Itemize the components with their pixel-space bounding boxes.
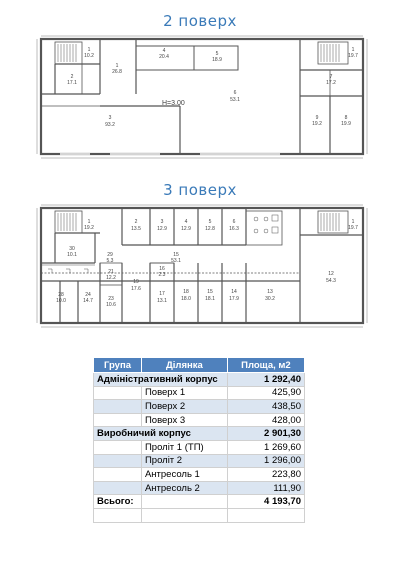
- cell-area: 438,50: [227, 400, 304, 414]
- f2-room-g-area: 93.2: [105, 122, 115, 128]
- table-row-total: [94, 495, 305, 509]
- f3-room-19-area: 17.6: [131, 286, 141, 292]
- f2-room-g-num: 3: [108, 115, 112, 121]
- cell-area: 425,90: [227, 386, 304, 400]
- f3-room-19-num: 19: [133, 279, 139, 285]
- f2-room-b-num: 1: [115, 63, 119, 69]
- f3-room-6-area: 16.3: [229, 226, 239, 232]
- f3-room-21-num: 21: [108, 269, 114, 275]
- f2-room-e-num: 5: [215, 51, 219, 57]
- f3-room-24-num: 24: [85, 292, 91, 298]
- f3-room-3-num: 3: [160, 219, 164, 225]
- f3-room-24-area: 14.7: [83, 298, 93, 304]
- cell-section: Проліт 1 (ТП): [141, 440, 227, 454]
- f2-room-e-area: 18.9: [212, 57, 222, 63]
- f3-room-15b-num: 15: [207, 289, 213, 295]
- f3-room-29-num: 29: [107, 252, 113, 258]
- cell-area: 428,00: [227, 413, 304, 427]
- f3-room-4-num: 4: [184, 219, 188, 225]
- f2-room-h-area: 19.7: [348, 53, 358, 59]
- cell-group: [94, 440, 142, 454]
- f2-room-f-area: 53.1: [230, 97, 240, 103]
- f3-room-14-area: 17.9: [229, 296, 239, 302]
- f2-room-a-num: 1: [87, 47, 91, 53]
- cell-section: Поверх 3: [141, 413, 227, 427]
- f2-room-c-num: 2: [70, 74, 74, 80]
- header-section: Ділянка: [141, 358, 227, 373]
- f3-room-2-area: 13.5: [131, 226, 141, 232]
- cell-group: Адміністративний корпус: [94, 373, 228, 387]
- f2-room-d-area: 20.4: [159, 54, 169, 60]
- f3-room-14-num: 14: [231, 289, 237, 295]
- cell-group: [94, 454, 142, 468]
- floor-3-plan-drawing: [0, 203, 400, 331]
- f3-room-16-num: 16: [159, 266, 165, 272]
- f3-room-13-area: 30.2: [265, 296, 275, 302]
- table-row-admin: [94, 373, 305, 387]
- table-row: [94, 454, 305, 468]
- table-row: [94, 440, 305, 454]
- table-row: [94, 468, 305, 482]
- floor-3-plan: [0, 203, 400, 336]
- f3-room-30-num: 30: [69, 246, 75, 252]
- f3-room-13-num: 13: [267, 289, 273, 295]
- f3-room-15a-area: 53.1: [171, 258, 181, 264]
- cell-empty: [141, 508, 227, 522]
- table-row: [94, 481, 305, 495]
- f3-room-16-area: 2.3: [158, 272, 166, 278]
- cell-group: [94, 400, 142, 414]
- cell-group: Всього:: [94, 495, 142, 509]
- cell-area: 2 901,30: [227, 427, 304, 441]
- cell-section: Антресоль 1: [141, 468, 227, 482]
- f2-room-j-num: 9: [315, 115, 319, 121]
- f3-room-1-num: 1: [87, 219, 91, 225]
- f3-room-18-area: 18.0: [181, 296, 191, 302]
- cell-section: Поверх 1: [141, 386, 227, 400]
- f3-room-1-area: 19.2: [84, 225, 94, 231]
- f3-room-18-num: 18: [183, 289, 189, 295]
- f2-room-h-num: 1: [351, 47, 355, 53]
- f2-room-c-area: 17.1: [67, 80, 77, 86]
- f3-room-28-area: 10.0: [56, 298, 66, 304]
- f2-room-f-num: 6: [233, 90, 237, 96]
- cell-section: Антресоль 2: [141, 481, 227, 495]
- floor-3-title: 3 поверх: [163, 181, 237, 199]
- table-row-production: [94, 427, 305, 441]
- f2-height-label: H=3.00: [162, 100, 185, 107]
- floor-2-plan-drawing: [0, 34, 400, 162]
- f3-room-2-num: 2: [134, 219, 138, 225]
- f3-room-21-area: 12.2: [106, 275, 116, 281]
- f2-room-j-area: 19.2: [312, 121, 322, 127]
- f2-room-a-area: 10.2: [84, 53, 94, 59]
- table-header-row: [94, 358, 305, 373]
- f3-room-1b-num: 1: [351, 219, 355, 225]
- cell-area: 111,90: [227, 481, 304, 495]
- f3-room-6-num: 6: [232, 219, 236, 225]
- f3-room-12-num: 12: [328, 271, 334, 277]
- cell-group: [94, 413, 142, 427]
- cell-group: [94, 386, 142, 400]
- f3-room-28-num: 28: [58, 292, 64, 298]
- table-row: [94, 400, 305, 414]
- f3-room-17-area: 13.1: [157, 298, 167, 304]
- f3-room-5-num: 5: [208, 219, 212, 225]
- cell-area: 4 193,70: [227, 495, 304, 509]
- f2-room-k-num: 8: [344, 115, 348, 121]
- cell-section: [141, 495, 227, 509]
- f3-room-12-area: 54.3: [326, 278, 336, 284]
- f3-room-29-area: 5.3: [106, 258, 114, 264]
- cell-section: Поверх 2: [141, 400, 227, 414]
- area-summary-table: [93, 357, 305, 523]
- cell-group: Виробничий корпус: [94, 427, 228, 441]
- cell-area: 223,80: [227, 468, 304, 482]
- cell-section: Проліт 2: [141, 454, 227, 468]
- f2-room-i-num: 7: [329, 74, 333, 80]
- f2-room-k-area: 19.9: [341, 121, 351, 127]
- cell-empty: [94, 508, 142, 522]
- f3-room-30-area: 10.1: [67, 252, 77, 258]
- f3-room-1b-area: 19.7: [348, 225, 358, 231]
- table-row: [94, 413, 305, 427]
- cell-empty: [227, 508, 304, 522]
- cell-group: [94, 468, 142, 482]
- f2-room-d-num: 4: [162, 48, 166, 54]
- f2-room-i-area: 17.2: [326, 80, 336, 86]
- cell-area: 1 269,60: [227, 440, 304, 454]
- f3-room-23-num: 23: [108, 296, 114, 302]
- cell-area: 1 296,00: [227, 454, 304, 468]
- header-group: Група: [94, 358, 142, 373]
- f3-room-4-area: 12.9: [181, 226, 191, 232]
- table-row: [94, 386, 305, 400]
- cell-group: [94, 481, 142, 495]
- f3-room-15b-area: 18.1: [205, 296, 215, 302]
- f2-room-b-area: 26.8: [112, 69, 122, 75]
- cell-area: 1 292,40: [227, 373, 304, 387]
- f3-room-3-area: 12.9: [157, 226, 167, 232]
- f3-room-23-area: 10.6: [106, 302, 116, 308]
- table-row-empty: [94, 508, 305, 522]
- floor-2-title: 2 поверх: [163, 12, 237, 30]
- floor-2-plan: [0, 34, 400, 167]
- header-area: Площа, м2: [227, 358, 304, 373]
- f3-room-15a-num: 15: [173, 252, 179, 258]
- f3-room-17-num: 17: [159, 291, 165, 297]
- f3-room-5-area: 12.8: [205, 226, 215, 232]
